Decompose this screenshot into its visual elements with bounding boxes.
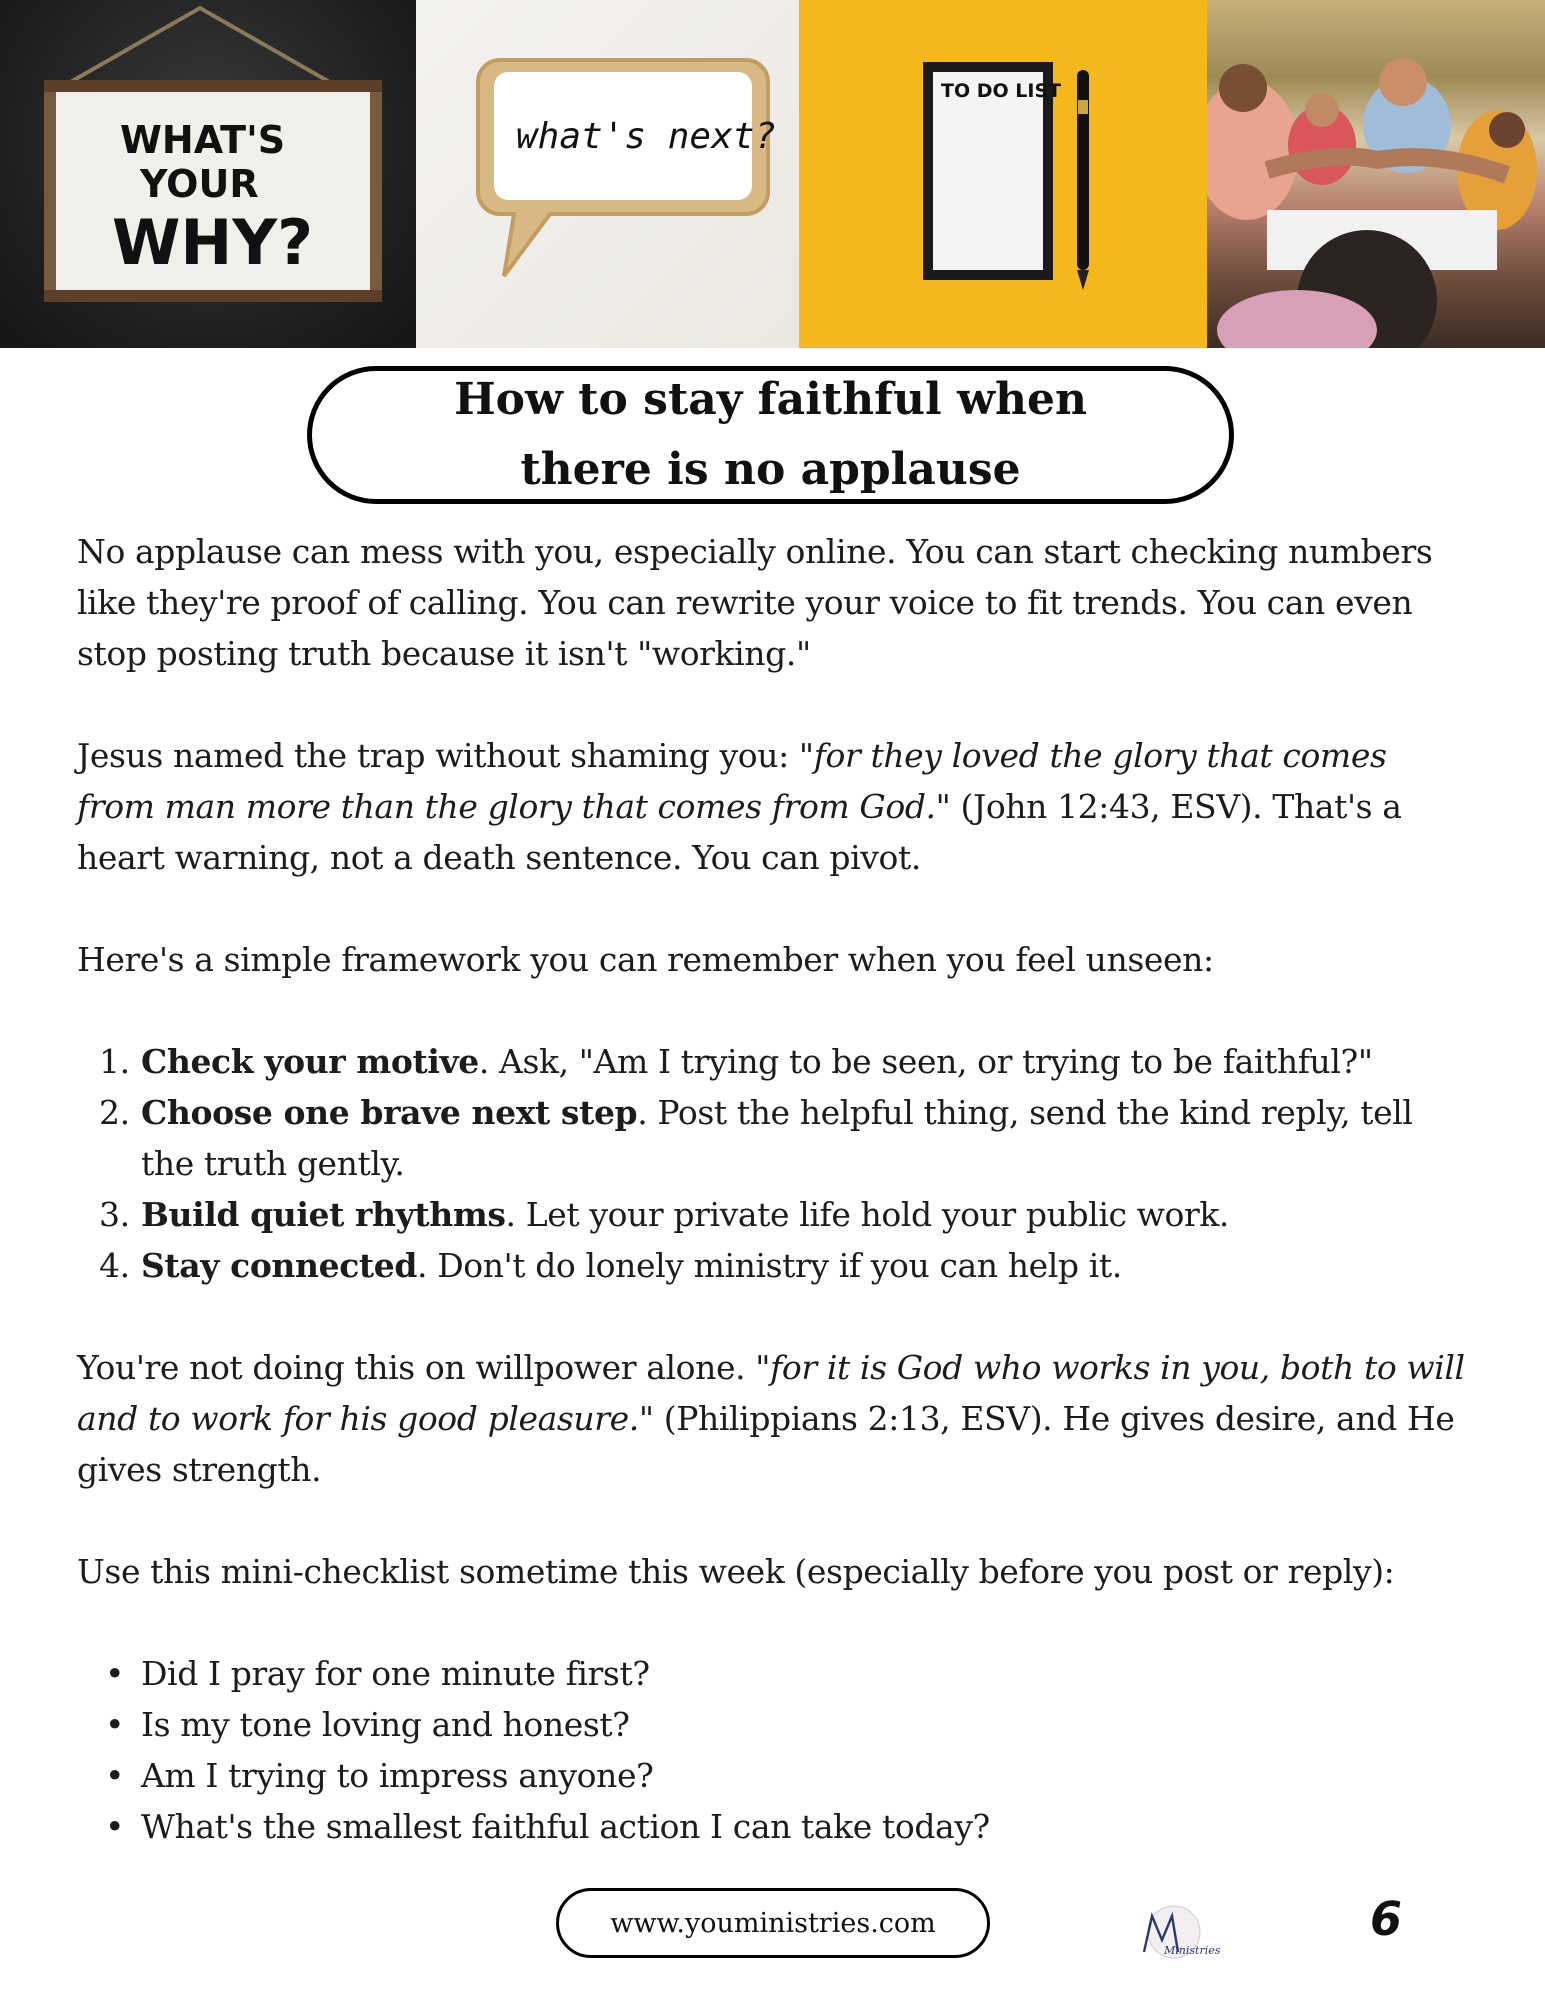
article-body [77, 526, 1472, 1852]
sign-line-1: WHAT'S [120, 118, 286, 162]
todo-list-title: TO DO LIST [941, 80, 1062, 102]
step-item [77, 1189, 1472, 1240]
step-text: . Ask, "Am I trying to be seen, or trying to be faithful?" [478, 1042, 1373, 1081]
jesus-post: " (John 12:43, ESV). That's a heart warning, not a death sentence. You can pivot. [77, 787, 1402, 877]
step-title: Build quiet rhythms [141, 1195, 506, 1234]
notepad-and-pen-illustration [799, 0, 1207, 348]
whats-your-why-photo [0, 0, 416, 348]
mini-checklist [77, 1648, 1472, 1852]
jesus-paragraph [77, 730, 1472, 883]
step-title: Stay connected [141, 1246, 418, 1285]
title-box [307, 366, 1234, 504]
willpower-pre: You're not doing this on willpower alone. " [77, 1348, 771, 1387]
page-title: How to stay faithful when there is no applause [454, 374, 1087, 495]
header-photo-strip [0, 0, 1545, 348]
speech-bubble-illustration [416, 0, 799, 348]
step-number: 3. [99, 1195, 130, 1234]
checklist-item: • Is my tone loving and honest? [77, 1699, 1472, 1750]
team-hands-photo [1207, 0, 1545, 348]
website-link[interactable]: www.youministries.com [556, 1888, 990, 1958]
bubble-text: what's next? [516, 116, 777, 157]
intro-paragraph: No applause can mess with you, especially online. You can start checking numbers like they're proof of calling. You can rewrite your voice to fit trends. You can even stop posting truth because it isn't "working." [77, 532, 1433, 673]
step-text: . Post the helpful thing, send the kind reply, tell the truth gently. [141, 1093, 1413, 1183]
framework-steps [77, 1036, 1472, 1291]
checklist-intro: Use this mini-checklist sometime this week (especially before you post or reply): [77, 1552, 1395, 1591]
sign-line-3: WHY? [112, 206, 314, 279]
checklist-item: • Am I trying to impress anyone? [77, 1750, 1472, 1801]
logo-text: Ministries [1164, 1944, 1220, 1957]
willpower-post: " (Philippians 2:13, ESV). He gives desire, and He gives strength. [77, 1399, 1455, 1489]
john-quote: for they loved the glory that comes from man more than the glory that comes from God. [77, 736, 1387, 826]
step-item [77, 1036, 1472, 1087]
step-text: . Let your private life hold your public work. [505, 1195, 1230, 1234]
sign-line-2: YOUR [140, 162, 259, 206]
framework-intro: Here's a simple framework you can remember when you feel unseen: [77, 940, 1214, 979]
ministries-logo [1128, 1896, 1220, 1974]
step-title: Check your motive [141, 1042, 479, 1081]
philippians-quote: for it is God who works in you, both to will and to work for his good pleasure. [77, 1348, 1465, 1438]
whats-next-photo [416, 0, 799, 348]
step-text: . Don't do lonely ministry if you can help it. [417, 1246, 1122, 1285]
step-number: 1. [99, 1042, 130, 1081]
jesus-pre: Jesus named the trap without shaming you: " [77, 736, 814, 775]
group-hands-together-illustration [1207, 0, 1545, 348]
logo-mark-icon [1128, 1896, 1220, 1974]
step-number: 4. [99, 1246, 130, 1285]
page-number: 6 [1370, 1892, 1403, 1946]
todo-list-photo [799, 0, 1207, 348]
willpower-paragraph [77, 1342, 1472, 1495]
checklist-item: • Did I pray for one minute first? [77, 1648, 1472, 1699]
step-title: Choose one brave next step [141, 1093, 638, 1132]
step-number: 2. [99, 1093, 130, 1132]
checklist-item: • What's the smallest faithful action I can take today? [77, 1801, 1472, 1852]
step-item [77, 1240, 1472, 1291]
step-item [77, 1087, 1472, 1189]
